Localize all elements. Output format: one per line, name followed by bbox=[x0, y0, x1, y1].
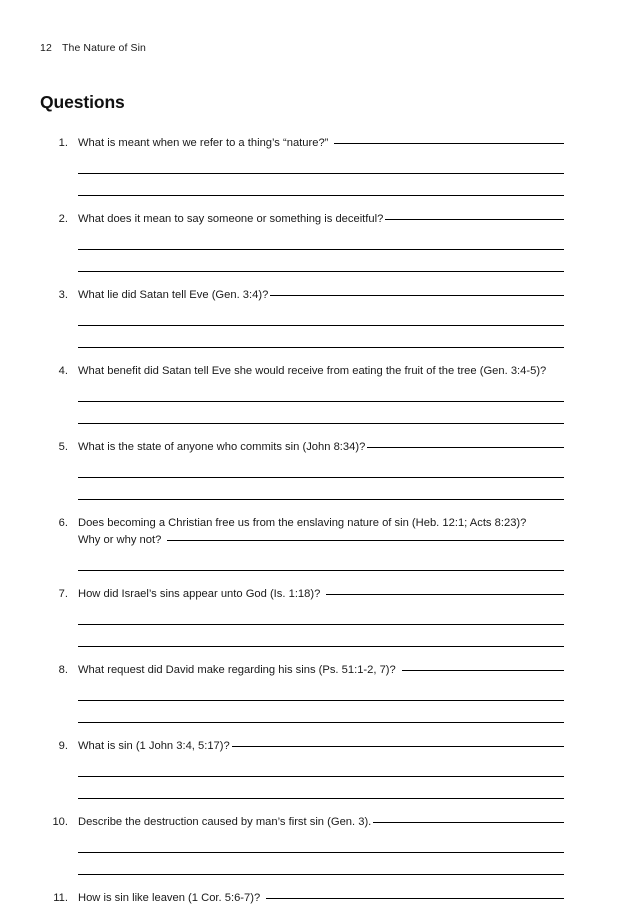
question-text-line bbox=[78, 439, 564, 456]
answer-fill-line[interactable] bbox=[270, 295, 564, 296]
question-body bbox=[78, 890, 564, 914]
questions-list bbox=[40, 135, 564, 914]
running-head-title: The Nature of Sin bbox=[62, 42, 146, 54]
question-body bbox=[78, 662, 564, 723]
answer-blank-line[interactable] bbox=[78, 646, 564, 647]
question-item bbox=[40, 135, 564, 196]
question-text: What lie did Satan tell Eve (Gen. 3:4)? bbox=[78, 289, 269, 301]
question-body bbox=[78, 135, 564, 196]
answer-blank-line[interactable] bbox=[78, 271, 564, 272]
answer-fill-line[interactable] bbox=[326, 594, 564, 595]
answer-blank-line[interactable] bbox=[78, 722, 564, 723]
question-text-line bbox=[78, 890, 564, 907]
question-text: What is sin (1 John 3:4, 5:17)? bbox=[78, 740, 230, 752]
answer-blank-line[interactable] bbox=[78, 624, 564, 625]
question-number: 11. bbox=[53, 892, 68, 904]
question-item bbox=[40, 287, 564, 348]
question-item bbox=[40, 738, 564, 799]
question-text-line bbox=[78, 532, 564, 549]
answer-fill-line[interactable] bbox=[232, 746, 564, 747]
question-text-line bbox=[78, 211, 564, 228]
answer-fill-line[interactable] bbox=[167, 540, 564, 541]
question-text-line bbox=[78, 662, 564, 679]
question-number: 6. bbox=[58, 517, 68, 529]
question-text-line bbox=[78, 287, 564, 304]
answer-fill-line[interactable] bbox=[373, 822, 564, 823]
question-number: 7. bbox=[58, 588, 68, 600]
question-text: Describe the destruction caused by man’s first sin (Gen. 3). bbox=[78, 816, 372, 828]
question-text-line bbox=[78, 515, 564, 532]
answer-blank-line[interactable] bbox=[78, 700, 564, 701]
question-body bbox=[78, 363, 564, 424]
question-number: 1. bbox=[58, 137, 68, 149]
answer-blank-line[interactable] bbox=[78, 347, 564, 348]
question-item bbox=[40, 211, 564, 272]
answer-blank-line[interactable] bbox=[78, 874, 564, 875]
question-number: 10. bbox=[52, 816, 68, 828]
question-body bbox=[78, 814, 564, 875]
question-item bbox=[40, 439, 564, 500]
question-item bbox=[40, 662, 564, 723]
question-number: 9. bbox=[58, 740, 68, 752]
question-body bbox=[78, 439, 564, 500]
question-body bbox=[78, 211, 564, 272]
answer-blank-line[interactable] bbox=[78, 776, 564, 777]
answer-blank-line[interactable] bbox=[78, 249, 564, 250]
question-text: How is sin like leaven (1 Cor. 5:6-7)? bbox=[78, 892, 261, 904]
question-number: 4. bbox=[58, 365, 68, 377]
answer-fill-line[interactable] bbox=[402, 670, 564, 671]
answer-blank-line[interactable] bbox=[78, 499, 564, 500]
running-head bbox=[40, 42, 564, 56]
question-number: 2. bbox=[58, 213, 68, 225]
answer-blank-line[interactable] bbox=[78, 798, 564, 799]
question-text: What benefit did Satan tell Eve she would receive from eating the fruit of the tree (Gen. 3:4-5)? bbox=[78, 365, 547, 377]
answer-fill-line[interactable] bbox=[334, 143, 564, 144]
question-text-line bbox=[78, 586, 564, 603]
answer-fill-line[interactable] bbox=[266, 898, 564, 899]
question-text: What request did David make regarding his sins (Ps. 51:1-2, 7)? bbox=[78, 664, 396, 676]
question-body bbox=[78, 287, 564, 348]
answer-blank-line[interactable] bbox=[78, 325, 564, 326]
answer-blank-line[interactable] bbox=[78, 477, 564, 478]
answer-fill-line[interactable] bbox=[385, 219, 564, 220]
question-text-line bbox=[78, 738, 564, 755]
question-body bbox=[78, 515, 564, 571]
answer-blank-line[interactable] bbox=[78, 195, 564, 196]
question-item bbox=[40, 586, 564, 647]
question-text: What is meant when we refer to a thing’s “nature?” bbox=[78, 137, 329, 149]
question-body bbox=[78, 738, 564, 799]
answer-blank-line[interactable] bbox=[78, 173, 564, 174]
question-text: Why or why not? bbox=[78, 534, 162, 546]
question-item bbox=[40, 515, 564, 571]
question-number: 3. bbox=[58, 289, 68, 301]
answer-fill-line[interactable] bbox=[367, 447, 564, 448]
question-text-line bbox=[78, 814, 564, 831]
question-number: 8. bbox=[58, 664, 68, 676]
question-text: How did Israel’s sins appear unto God (Is. 1:18)? bbox=[78, 588, 321, 600]
question-text-line bbox=[78, 135, 564, 152]
question-item bbox=[40, 363, 564, 424]
answer-blank-line[interactable] bbox=[78, 852, 564, 853]
question-text: Does becoming a Christian free us from the enslaving nature of sin (Heb. 12:1; Acts 8:23)? bbox=[78, 517, 527, 529]
answer-blank-line[interactable] bbox=[78, 401, 564, 402]
page-title: Questions bbox=[40, 92, 125, 112]
question-text-line bbox=[78, 363, 564, 380]
question-text: What does it mean to say someone or something is deceitful? bbox=[78, 213, 384, 225]
answer-blank-line[interactable] bbox=[78, 570, 564, 571]
question-item bbox=[40, 814, 564, 875]
question-body bbox=[78, 586, 564, 647]
question-number: 5. bbox=[58, 441, 68, 453]
answer-blank-line[interactable] bbox=[78, 423, 564, 424]
page-number: 12 bbox=[40, 42, 52, 54]
question-text: What is the state of anyone who commits sin (John 8:34)? bbox=[78, 441, 366, 453]
question-item bbox=[40, 890, 564, 914]
